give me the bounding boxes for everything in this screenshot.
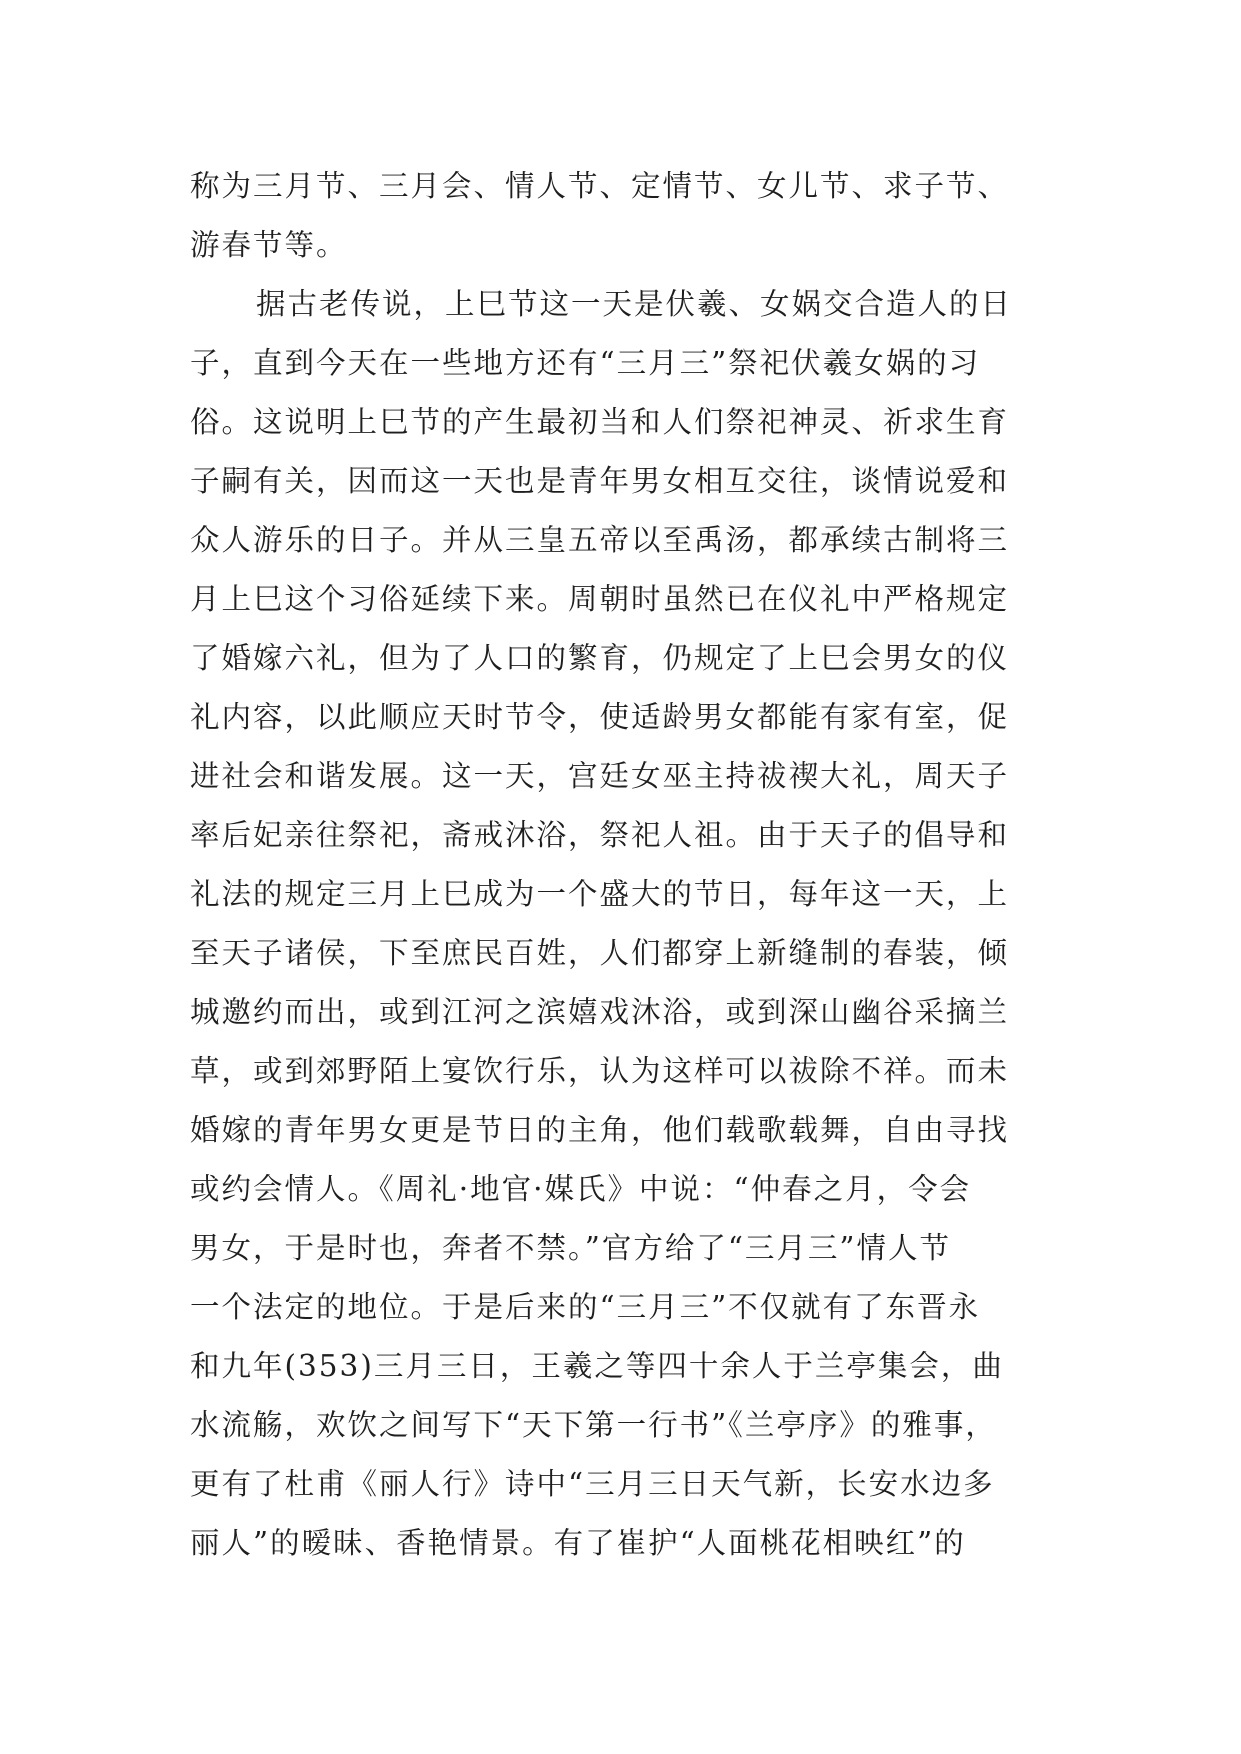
- text-line: 和九年(353)三月三日，王羲之等四十余人于兰亭集会，曲: [190, 1349, 1004, 1383]
- text-line: 草，或到郊野陌上宴饮行乐，认为这样可以祓除不祥。而未: [190, 1054, 1010, 1088]
- text-line: 子，直到今天在一些地方还有“三月三”祭祀伏羲女娲的习: [190, 346, 981, 380]
- text-line: 礼内容，以此顺应天时节令，使适龄男女都能有家有室，促: [190, 700, 1010, 734]
- text-line: 率后妃亲往祭祀，斋戒沐浴，祭祀人祖。由于天子的倡导和: [190, 818, 1010, 852]
- text-line: 更有了杜甫《丽人行》诗中“三月三日天气新，长安水边多: [190, 1467, 995, 1501]
- text-line: 男女，于是时也，奔者不禁。”官方给了“三月三”情人节: [190, 1231, 951, 1265]
- body-text: [190, 157, 1070, 1573]
- text-line: 众人游乐的日子。并从三皇五帝以至禹汤，都承续古制将三: [190, 523, 1010, 557]
- text-line: 礼法的规定三月上巳成为一个盛大的节日，每年这一天，上: [190, 877, 1010, 911]
- text-line: 城邀约而出，或到江河之滨嬉戏沐浴，或到深山幽谷采摘兰: [190, 995, 1010, 1029]
- paragraph-first-line: 据古老传说，上巳节这一天是伏羲、女娲交合造人的日: [256, 287, 1013, 321]
- text-line: 游春节等。: [190, 228, 348, 262]
- text-line: 称为三月节、三月会、情人节、定情节、女儿节、求子节、: [190, 169, 1010, 203]
- text-line: 一个法定的地位。于是后来的“三月三”不仅就有了东晋永: [190, 1290, 981, 1324]
- text-line: 月上巳这个习俗延续下来。周朝时虽然已在仪礼中严格规定: [190, 582, 1010, 616]
- text-line: 了婚嫁六礼，但为了人口的繁育，仍规定了上巳会男女的仪: [190, 641, 1010, 675]
- text-line: 水流觞，欢饮之间写下“天下第一行书”《兰亭序》的雅事，: [190, 1408, 997, 1442]
- text-line: 俗。这说明上巳节的产生最初当和人们祭祀神灵、祈求生育: [190, 405, 1010, 439]
- text-line: 丽人”的暧昧、香艳情景。有了崔护“人面桃花相映红”的: [190, 1526, 966, 1560]
- text-line: 或约会情人。《周礼·地官·媒氏》中说：“仲春之月，令会: [190, 1172, 972, 1206]
- text-line: 进社会和谐发展。这一天，宫廷女巫主持祓禊大礼，周天子: [190, 759, 1010, 793]
- text-line: 子嗣有关，因而这一天也是青年男女相互交往，谈情说爱和: [190, 464, 1010, 498]
- text-line: 婚嫁的青年男女更是节日的主角，他们载歌载舞，自由寻找: [190, 1113, 1010, 1147]
- text-line: 至天子诸侯，下至庶民百姓，人们都穿上新缝制的春装，倾: [190, 936, 1010, 970]
